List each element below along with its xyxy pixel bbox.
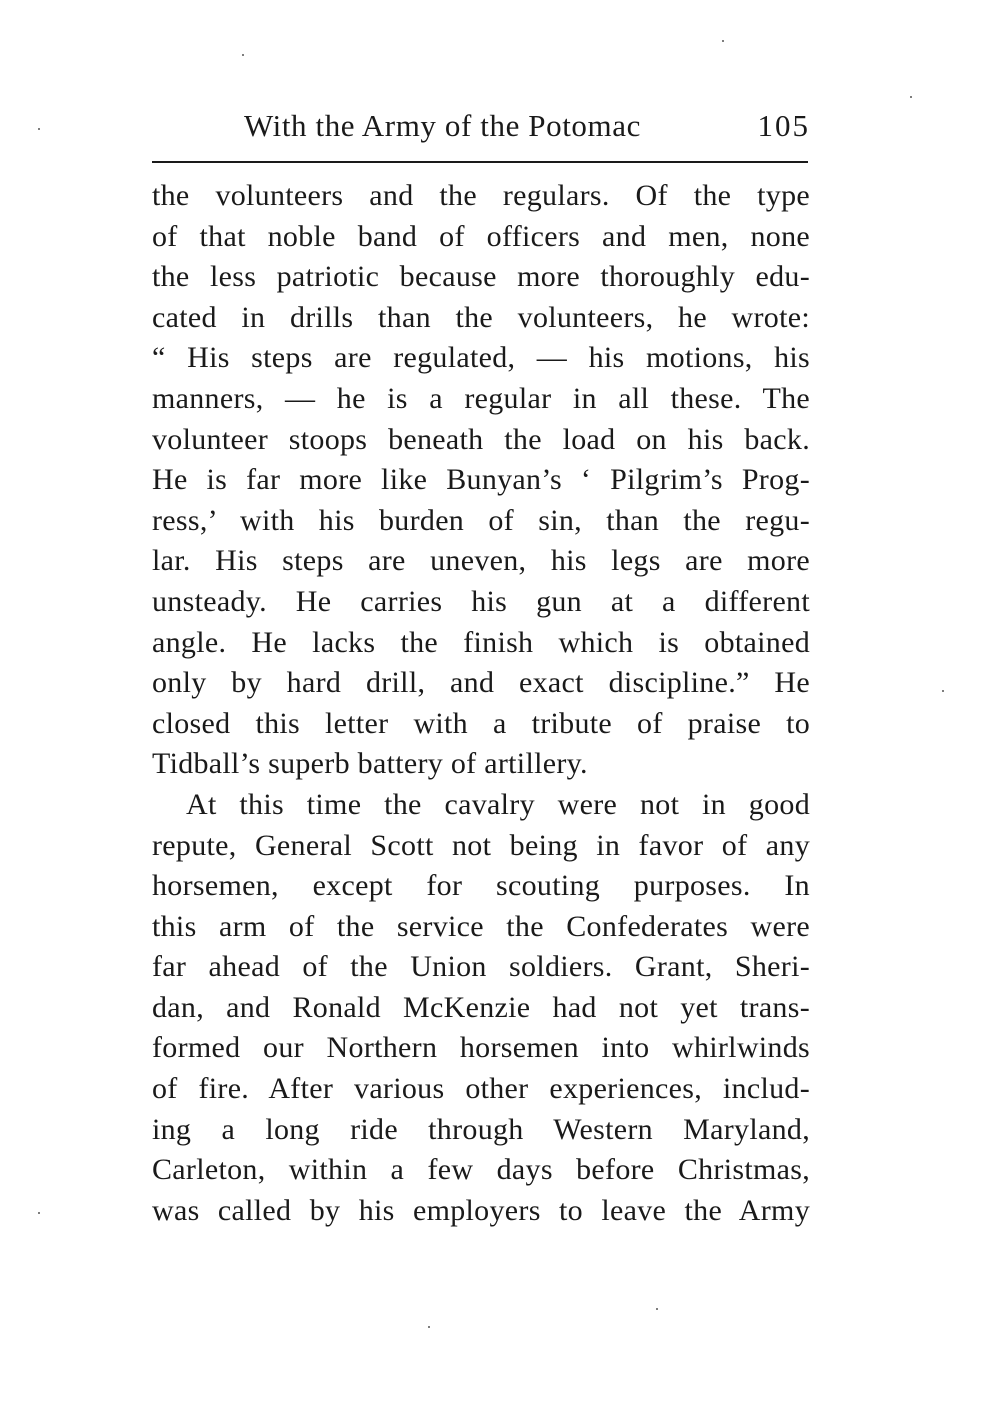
text-line: cated in drills than the volunteers, he wrote: (152, 300, 810, 334)
scan-speck (428, 1326, 430, 1328)
page-number: 105 (757, 108, 810, 143)
text-line: unsteady. He carries his gun at a different (152, 584, 810, 618)
scan-speck (656, 1308, 658, 1310)
text-line: “ His steps are regulated, — his motions, his (152, 341, 810, 375)
text-line: of fire. After various other experiences, includ- (152, 1072, 810, 1106)
text-line: far ahead of the Union soldiers. Grant, Sheri- (152, 950, 810, 984)
text-line: closed this letter with a tribute of praise to (152, 706, 810, 740)
text-line: repute, General Scott not being in favor of any (152, 828, 810, 862)
text-line: He is far more like Bunyan’s ‘ Pilgrim’s Prog- (152, 463, 810, 497)
text-line: volunteer stoops beneath the load on his back. (152, 422, 810, 456)
text-line: this arm of the service the Confederates were (152, 909, 810, 943)
text-line: of that noble band of officers and men, none (152, 219, 810, 253)
paragraph-2 (152, 785, 810, 1232)
text-line: dan, and Ronald McKenzie had not yet trans- (152, 990, 810, 1024)
scan-speck (942, 690, 944, 692)
text-line: horsemen, except for scouting purposes. In (152, 869, 810, 903)
body-text (152, 176, 810, 1231)
text-line: the less patriotic because more thoroughly edu- (152, 260, 810, 294)
text-line: formed our Northern horsemen into whirlwinds (152, 1031, 810, 1065)
text-line: ing a long ride through Western Maryland, (152, 1112, 810, 1146)
text-line: At this time the cavalry were not in good (186, 787, 810, 821)
text-line: only by hard drill, and exact discipline.” He (152, 666, 810, 700)
text-line: manners, — he is a regular in all these. The (152, 381, 810, 415)
paragraph-1 (152, 176, 810, 785)
scan-speck (722, 40, 724, 42)
text-line: lar. His steps are uneven, his legs are more (152, 544, 810, 578)
text-line: Tidball’s superb battery of artillery. (152, 747, 588, 781)
text-line: angle. He lacks the finish which is obtained (152, 625, 810, 659)
scan-speck (38, 128, 40, 130)
running-head (152, 108, 810, 152)
text-line: Carleton, within a few days before Christmas, (152, 1153, 810, 1187)
header-rule (152, 161, 808, 163)
scan-speck (242, 54, 244, 56)
text-line: was called by his employers to leave the Army (152, 1193, 810, 1227)
scan-speck (38, 1212, 40, 1214)
text-line: the volunteers and the regulars. Of the type (152, 179, 810, 212)
text-line: ress,’ with his burden of sin, than the regu- (152, 503, 810, 537)
running-title: With the Army of the Potomac (244, 108, 641, 143)
scan-speck (910, 96, 912, 98)
